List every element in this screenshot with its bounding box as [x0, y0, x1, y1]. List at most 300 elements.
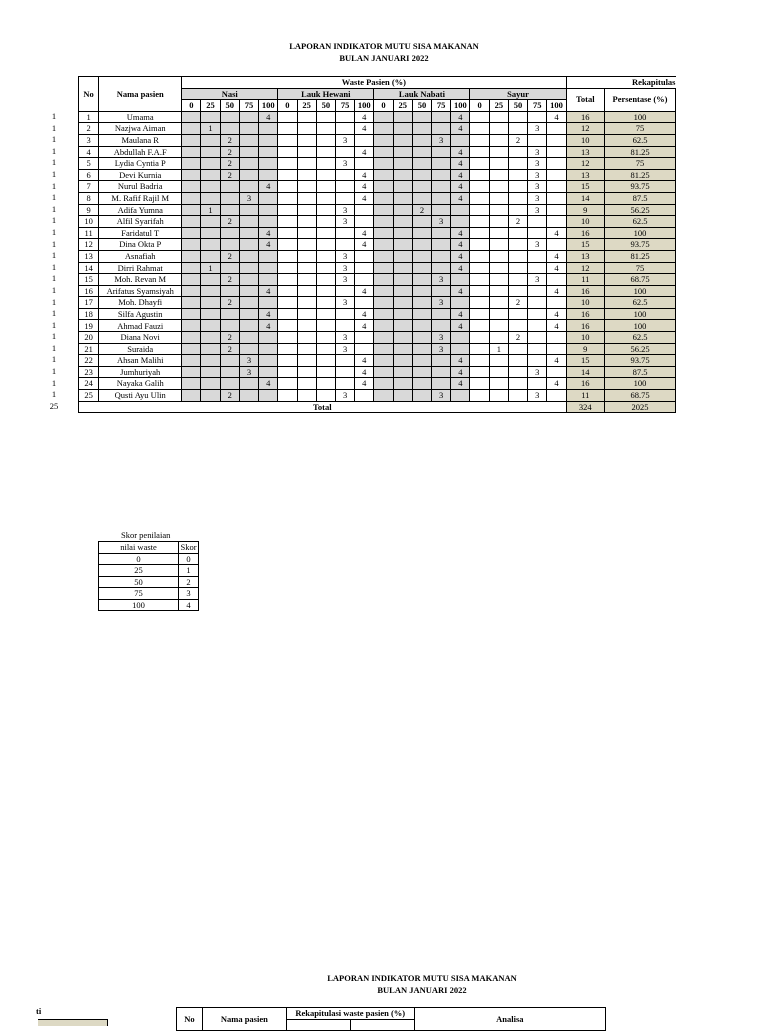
- score-cell: 4: [451, 169, 470, 181]
- score-cell: [547, 123, 566, 135]
- score-cell: [278, 169, 297, 181]
- row-total: 13: [566, 146, 604, 158]
- score-cell: [259, 192, 278, 204]
- table-row: [79, 158, 676, 170]
- score-cell: [393, 378, 412, 390]
- row-total: 12: [566, 262, 604, 274]
- row-name: Adifa Yumna: [99, 204, 182, 216]
- second-page-subtitle: BULAN JANUARI 2022: [377, 985, 467, 995]
- level-header: 75: [335, 100, 354, 112]
- score-cell: [201, 332, 220, 344]
- score-cell: [393, 134, 412, 146]
- score-cell: [374, 204, 393, 216]
- score-cell: [335, 285, 354, 297]
- score-cell: [335, 378, 354, 390]
- score-cell: [412, 239, 431, 251]
- lead-count: 1: [51, 157, 57, 168]
- row-total: 11: [566, 274, 604, 286]
- row-percent: 62.5: [605, 332, 676, 344]
- score-cell: 3: [528, 169, 547, 181]
- score-cell: [259, 250, 278, 262]
- score-cell: [489, 227, 508, 239]
- score-cell: [412, 181, 431, 193]
- row-total: 16: [566, 111, 604, 123]
- level-header: 0: [182, 100, 201, 112]
- score-cell: [182, 250, 201, 262]
- score-cell: [412, 169, 431, 181]
- score-cell: [201, 366, 220, 378]
- score-cell: 3: [528, 204, 547, 216]
- score-cell: 4: [451, 123, 470, 135]
- score-cell: [220, 227, 239, 239]
- score-cell: [508, 250, 527, 262]
- score-cell: [432, 355, 451, 367]
- score-cell: [547, 169, 566, 181]
- score-value: 25: [99, 565, 179, 577]
- score-cell: 4: [355, 378, 374, 390]
- score-cell: [297, 169, 316, 181]
- score-cell: [316, 274, 335, 286]
- score-cell: [201, 320, 220, 332]
- row-name: Ahsan Malihi: [99, 355, 182, 367]
- score-cell: [393, 169, 412, 181]
- score-cell: [316, 366, 335, 378]
- score-cell: [412, 343, 431, 355]
- score-cell: [335, 308, 354, 320]
- lead-count: 1: [51, 284, 57, 295]
- score-cell: [470, 285, 489, 297]
- row-percent: 56.25: [605, 343, 676, 355]
- score-cell: 3: [528, 274, 547, 286]
- score-cell: [412, 134, 431, 146]
- score-cell: [412, 332, 431, 344]
- table-row: [79, 227, 676, 239]
- row-no: 19: [79, 320, 99, 332]
- score-cell: [278, 204, 297, 216]
- row-name: Umama: [99, 111, 182, 123]
- score-cell: [297, 227, 316, 239]
- row-total: 15: [566, 239, 604, 251]
- score-cell: [547, 181, 566, 193]
- score-cell: [220, 320, 239, 332]
- score-cell: [508, 343, 527, 355]
- score-cell: 4: [355, 169, 374, 181]
- score-cell: [451, 216, 470, 228]
- score-value: 75: [99, 588, 179, 600]
- score-cell: 4: [355, 239, 374, 251]
- score-cell: 3: [528, 158, 547, 170]
- score-score: 0: [179, 553, 199, 565]
- score-cell: [374, 390, 393, 402]
- score-cell: [297, 216, 316, 228]
- table-row: [79, 204, 676, 216]
- table-row: [79, 390, 676, 402]
- score-cell: [451, 134, 470, 146]
- row-percent: 100: [605, 227, 676, 239]
- score-cell: [278, 181, 297, 193]
- row-name: Devi Kurnia: [99, 169, 182, 181]
- row-percent: 100: [605, 308, 676, 320]
- score-cell: [489, 204, 508, 216]
- group-header: Lauk Hewani: [278, 88, 374, 100]
- report-title: LAPORAN INDIKATOR MUTU SISA MAKANAN: [289, 41, 479, 51]
- score-cell: [393, 192, 412, 204]
- score-cell: [201, 343, 220, 355]
- row-no: 8: [79, 192, 99, 204]
- score-cell: [393, 320, 412, 332]
- lead-count: 1: [51, 226, 57, 237]
- score-cell: [278, 262, 297, 274]
- score-row: [99, 576, 199, 588]
- score-cell: 3: [335, 158, 354, 170]
- row-name: Maulana R: [99, 134, 182, 146]
- score-cell: [470, 343, 489, 355]
- score-cell: 2: [508, 297, 527, 309]
- score-cell: 4: [355, 227, 374, 239]
- row-percent: 100: [605, 320, 676, 332]
- score-cell: [393, 274, 412, 286]
- score-cell: [278, 297, 297, 309]
- score-cell: [316, 250, 335, 262]
- score-score: 1: [179, 565, 199, 577]
- score-cell: [489, 146, 508, 158]
- score-cell: [412, 390, 431, 402]
- level-header: 100: [547, 100, 566, 112]
- score-cell: [201, 227, 220, 239]
- score-cell: [220, 366, 239, 378]
- score-cell: [412, 297, 431, 309]
- score-cell: [393, 146, 412, 158]
- score-cell: [432, 204, 451, 216]
- score-cell: [220, 378, 239, 390]
- score-cell: [220, 123, 239, 135]
- col-name-header: Nama pasien: [99, 77, 182, 112]
- score-cell: [489, 262, 508, 274]
- lead-count: 1: [51, 308, 57, 319]
- row-name: Dirri Rahmat: [99, 262, 182, 274]
- table-row: [79, 355, 676, 367]
- score-cell: [451, 274, 470, 286]
- score-cell: [239, 169, 258, 181]
- score-cell: [239, 390, 258, 402]
- score-cell: [335, 181, 354, 193]
- score-cell: [470, 181, 489, 193]
- score-cell: 3: [528, 123, 547, 135]
- score-cell: [297, 320, 316, 332]
- score-cell: [412, 320, 431, 332]
- row-percent: 75: [605, 262, 676, 274]
- row-no: 13: [79, 250, 99, 262]
- score-cell: [201, 181, 220, 193]
- score-cell: 4: [451, 366, 470, 378]
- score-cell: [508, 390, 527, 402]
- score-cell: 3: [528, 390, 547, 402]
- score-cell: [297, 158, 316, 170]
- level-header: 50: [220, 100, 239, 112]
- score-cell: [201, 192, 220, 204]
- score-cell: [508, 111, 527, 123]
- score-cell: 4: [451, 378, 470, 390]
- score-cell: 4: [355, 320, 374, 332]
- score-cell: [316, 343, 335, 355]
- score-cell: [470, 111, 489, 123]
- row-total: 9: [566, 343, 604, 355]
- score-cell: 3: [528, 239, 547, 251]
- group-header: Sayur: [470, 88, 566, 100]
- row-name: Suraida: [99, 343, 182, 355]
- table-row: [79, 297, 676, 309]
- score-cell: [528, 262, 547, 274]
- left-fragment-text: ti: [36, 1006, 42, 1016]
- score-cell: [432, 158, 451, 170]
- row-name: Moh. Revan M: [99, 274, 182, 286]
- score-value: 100: [99, 599, 179, 611]
- row-percent: 87.5: [605, 192, 676, 204]
- score-cell: [201, 285, 220, 297]
- score-cell: [489, 134, 508, 146]
- score-cell: [470, 123, 489, 135]
- score-cell: [393, 123, 412, 135]
- total-label: Total: [79, 401, 567, 413]
- score-cell: [297, 355, 316, 367]
- score-cell: [374, 111, 393, 123]
- score-cell: [201, 297, 220, 309]
- score-cell: [508, 181, 527, 193]
- score-cell: [528, 134, 547, 146]
- score-cell: 4: [355, 285, 374, 297]
- row-name: Silfa Agustin: [99, 308, 182, 320]
- score-cell: [508, 308, 527, 320]
- row-no: 21: [79, 343, 99, 355]
- score-cell: 2: [220, 158, 239, 170]
- score-cell: [374, 308, 393, 320]
- score-cell: [470, 227, 489, 239]
- score-cell: [489, 181, 508, 193]
- score-cell: 4: [259, 320, 278, 332]
- score-cell: [220, 285, 239, 297]
- score-cell: 4: [451, 262, 470, 274]
- score-cell: [374, 378, 393, 390]
- score-cell: 4: [355, 123, 374, 135]
- score-cell: [278, 274, 297, 286]
- score-cell: [528, 378, 547, 390]
- score-cell: [278, 320, 297, 332]
- score-cell: 3: [335, 343, 354, 355]
- score-cell: 4: [259, 181, 278, 193]
- score-cell: [297, 123, 316, 135]
- score-cell: [278, 366, 297, 378]
- score-cell: [451, 297, 470, 309]
- level-header: 25: [489, 100, 508, 112]
- score-cell: [297, 297, 316, 309]
- score-cell: [316, 239, 335, 251]
- second-col-analysis: Analisa: [414, 1008, 605, 1031]
- score-cell: 4: [451, 285, 470, 297]
- score-cell: [432, 111, 451, 123]
- score-cell: 4: [547, 111, 566, 123]
- score-cell: [239, 123, 258, 135]
- score-cell: 2: [220, 250, 239, 262]
- row-percent: 100: [605, 285, 676, 297]
- score-cell: [432, 192, 451, 204]
- score-cell: [297, 192, 316, 204]
- row-name: Faridatul T: [99, 227, 182, 239]
- score-cell: 3: [239, 192, 258, 204]
- table-row: [79, 192, 676, 204]
- score-cell: [374, 227, 393, 239]
- score-cell: [374, 297, 393, 309]
- score-cell: [489, 169, 508, 181]
- score-cell: [547, 216, 566, 228]
- score-cell: 4: [451, 192, 470, 204]
- score-cell: 3: [335, 390, 354, 402]
- score-cell: [470, 378, 489, 390]
- score-cell: 4: [355, 355, 374, 367]
- lead-count: 1: [51, 273, 57, 284]
- table-row: [79, 320, 676, 332]
- score-cell: [278, 192, 297, 204]
- score-cell: 3: [432, 343, 451, 355]
- score-cell: [201, 378, 220, 390]
- score-cell: [393, 181, 412, 193]
- lead-count: 1: [51, 389, 57, 400]
- score-cell: [316, 169, 335, 181]
- score-cell: [239, 239, 258, 251]
- score-cell: [316, 285, 335, 297]
- score-cell: [316, 227, 335, 239]
- score-cell: 3: [432, 332, 451, 344]
- row-no: 6: [79, 169, 99, 181]
- level-header: 100: [355, 100, 374, 112]
- row-percent: 75: [605, 158, 676, 170]
- row-name: Alfil Syarifah: [99, 216, 182, 228]
- score-cell: [316, 158, 335, 170]
- row-name: Nurul Badria: [99, 181, 182, 193]
- score-cell: 3: [432, 297, 451, 309]
- row-total: 14: [566, 366, 604, 378]
- score-cell: [355, 134, 374, 146]
- lead-count: 1: [51, 203, 57, 214]
- score-cell: [528, 343, 547, 355]
- lead-count: 1: [51, 250, 57, 261]
- score-value: 50: [99, 576, 179, 588]
- score-cell: [182, 181, 201, 193]
- table-row: [79, 181, 676, 193]
- score-cell: [508, 262, 527, 274]
- row-percent: 93.75: [605, 181, 676, 193]
- table-row: [79, 332, 676, 344]
- score-cell: [278, 285, 297, 297]
- score-cell: [432, 123, 451, 135]
- row-no: 12: [79, 239, 99, 251]
- score-cell: [239, 227, 258, 239]
- lead-count: 1: [51, 377, 57, 388]
- level-header: 0: [374, 100, 393, 112]
- col-total-header: Total: [566, 88, 604, 111]
- score-cell: [470, 355, 489, 367]
- score-cell: [259, 297, 278, 309]
- score-cell: [489, 390, 508, 402]
- score-cell: [259, 332, 278, 344]
- score-cell: [489, 320, 508, 332]
- row-total: 14: [566, 192, 604, 204]
- level-header: 50: [508, 100, 527, 112]
- score-cell: [239, 158, 258, 170]
- score-cell: [259, 366, 278, 378]
- score-cell: [374, 262, 393, 274]
- row-total: 10: [566, 297, 604, 309]
- score-cell: [259, 169, 278, 181]
- lead-count: 1: [51, 261, 57, 272]
- score-cell: [412, 378, 431, 390]
- table-row: [79, 285, 676, 297]
- table-row: [79, 111, 676, 123]
- table-row: [79, 146, 676, 158]
- score-cell: 3: [528, 366, 547, 378]
- score-cell: [470, 204, 489, 216]
- score-cell: [470, 250, 489, 262]
- score-cell: 3: [335, 274, 354, 286]
- score-cell: [182, 343, 201, 355]
- table-row: [79, 250, 676, 262]
- score-cell: [489, 216, 508, 228]
- score-cell: [547, 332, 566, 344]
- lead-total: 25: [49, 400, 59, 411]
- lead-count: 1: [51, 238, 57, 249]
- score-cell: [259, 204, 278, 216]
- grand-percent: 2025: [605, 401, 676, 413]
- col-no-header: No: [79, 77, 99, 112]
- score-cell: [374, 343, 393, 355]
- row-name: Moh. Dhayfi: [99, 297, 182, 309]
- second-col-name: Nama pasien: [202, 1008, 286, 1031]
- score-cell: [374, 285, 393, 297]
- score-cell: [355, 390, 374, 402]
- score-cell: [355, 274, 374, 286]
- score-cell: [508, 239, 527, 251]
- score-cell: [335, 320, 354, 332]
- score-cell: [528, 227, 547, 239]
- row-no: 24: [79, 378, 99, 390]
- score-cell: 4: [547, 262, 566, 274]
- score-cell: 4: [355, 366, 374, 378]
- score-cell: 3: [335, 134, 354, 146]
- score-cell: [432, 366, 451, 378]
- score-cell: [470, 274, 489, 286]
- score-cell: [316, 332, 335, 344]
- level-header: 75: [528, 100, 547, 112]
- score-cell: [470, 158, 489, 170]
- score-cell: 3: [335, 204, 354, 216]
- score-cell: [259, 146, 278, 158]
- score-cell: [239, 378, 258, 390]
- score-cell: 2: [508, 216, 527, 228]
- score-cell: 3: [528, 181, 547, 193]
- score-cell: [335, 169, 354, 181]
- score-cell: [547, 192, 566, 204]
- row-name: Diana Novi: [99, 332, 182, 344]
- score-cell: 1: [201, 262, 220, 274]
- score-cell: [508, 192, 527, 204]
- score-cell: [182, 285, 201, 297]
- score-cell: 4: [547, 355, 566, 367]
- score-cell: [451, 332, 470, 344]
- row-no: 22: [79, 355, 99, 367]
- level-header: 0: [470, 100, 489, 112]
- score-cell: [374, 239, 393, 251]
- score-row: [99, 599, 199, 611]
- row-percent: 75: [605, 123, 676, 135]
